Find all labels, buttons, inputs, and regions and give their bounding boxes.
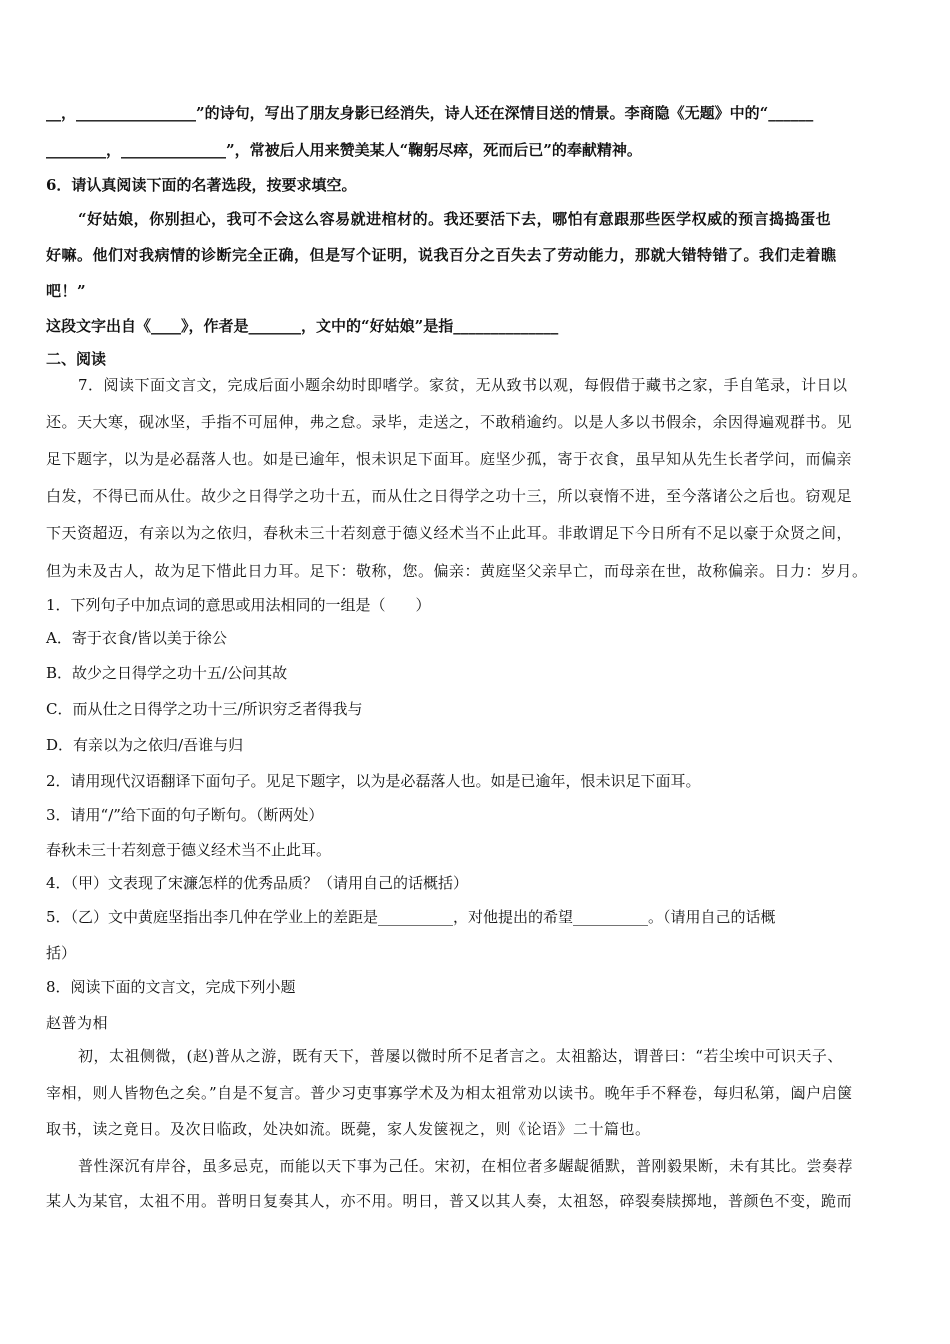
q7-option-d: D．有亲以为之依归/吾谁与归 [46, 736, 244, 754]
q6-quote-line-1: “好姑娘，你别担心，我可不会这么容易就进棺材的。我还要活下去，哪怕有意跟那些医学权威的预言捣捣蛋也 [78, 210, 832, 228]
q6-quote-line-3: 吧！” [46, 282, 87, 300]
q7-passage-line-3: 足下题字，以为是必磊落人也。如是已逾年，恨未识足下面耳。庭坚少孤，寄于衣食，虽早知从先生长者学问，而偏亲 [46, 450, 853, 468]
q8-passage-line-4: 普性深沉有岸谷，虽多忌克，而能以天下事为己任。宋初，在相位者多龌龊循默，普刚毅果断，未有其比。尝奏荐 [78, 1157, 854, 1175]
q7-subquestion-4: 4．（甲）文表现了宋濂怎样的优秀品质？（请用自己的话概括） [46, 874, 469, 892]
q7-option-a: A．寄于衣食/皆以美于徐公 [46, 629, 227, 647]
q8-passage-line-1: 初，太祖侧微，(赵)普从之游，既有天下，普屡以微时所不足者言之。太祖豁达，谓普曰：“若尘埃中可识天子、 [78, 1047, 843, 1065]
q7-subquestion-2: 2．请用现代汉语翻译下面句子。见足下题字，以为是必磊落人也。如是已逾年，恨未识足下面耳。 [46, 772, 701, 790]
q6-title: 6．请认真阅读下面的名著选段，按要求填空。 [46, 176, 357, 194]
q7-subquestion-5: 5．（乙）文中黄庭坚指出李几仲在学业上的差距是__________，对他提出的希望__________。（请用自己的话概 [46, 908, 776, 926]
q6-fill-blank: 这段文字出自《____》，作者是_______，文中的“好姑娘”是指______________ [46, 317, 559, 335]
top-line-2: ________，______________”，常被后人用来赞美某人“鞠躬尽瘁，死而后已”的奉献精神。 [46, 141, 642, 159]
q7-subquestion-5-cont: 括） [46, 944, 77, 962]
q7-subquestion-3: 3．请用“/”给下面的句子断句。（断两处） [46, 806, 324, 824]
q7-subquestion-1: 1．下列句子中加点词的意思或用法相同的一组是（ ） [46, 596, 431, 614]
q6-quote-line-2: 好嘛。他们对我病情的诊断完全正确，但是写个证明，说我百分之百失去了劳动能力，那就大错特错了。我们走着瞧 [46, 246, 837, 264]
q7-passage-line-6: 但为未及古人，故为足下惜此日力耳。足下：敬称，您。偏亲：黄庭坚父亲早亡，而母亲在世，故称偏亲。日力：岁月。 [46, 562, 868, 580]
q7-passage-line-2: 还。天大寒，砚冰坚，手指不可屈伸，弗之怠。录毕，走送之，不敢稍逾约。以是人多以书假余，余因得遍观群书。见 [46, 413, 853, 431]
top-line-1: __，________________”的诗句，写出了朋友身影已经消失，诗人还在深情目送的情景。李商隐《无题》中的“______ [46, 104, 814, 122]
q7-passage-line-4: 白发，不得已而从仕。故少之日得学之功十五，而从仕之日得学之功十三，所以衰惰不进，至今落诸公之后也。窃观足 [46, 487, 853, 505]
q8-title: 8．阅读下面的文言文，完成下列小题 [46, 978, 296, 996]
q7-subquestion-3-sentence: 春秋未三十若刻意于德义经术当不止此耳。 [46, 841, 332, 859]
q7-option-b: B．故少之日得学之功十五/公问其故 [46, 664, 288, 682]
q8-passage-line-5: 某人为某官，太祖不用。普明日复奏其人，亦不用。明日，普又以其人奏，太祖怒，碎裂奏牍掷地，普颜色不变，跪而 [46, 1192, 853, 1210]
q8-passage-line-2: 宰相，则人皆物色之矣。”自是不复言。普少习吏事寡学术及为相太祖常劝以读书。晚年手不释卷，每归私第，阖户启箧 [46, 1084, 853, 1102]
q8-subtitle: 赵普为相 [46, 1014, 109, 1032]
q8-passage-line-3: 取书，读之竟日。及次日临政，处决如流。既薨，家人发箧视之，则《论语》二十篇也。 [46, 1120, 651, 1138]
q7-passage-line-1: 7．阅读下面文言文，完成后面小题余幼时即嗜学。家贫，无从致书以观，每假借于藏书之家，手自笔录，计日以 [78, 376, 848, 394]
section-reading-title: 二、阅读 [46, 350, 107, 368]
q7-option-c: C．而从仕之日得学之功十三/所识穷乏者得我与 [46, 700, 363, 718]
q7-passage-line-5: 下天资超迈，有亲以为之依归，春秋未三十若刻意于德义经术当不止此耳。非敢谓足下今日所有不足以豪于众贤之间， [46, 524, 853, 542]
